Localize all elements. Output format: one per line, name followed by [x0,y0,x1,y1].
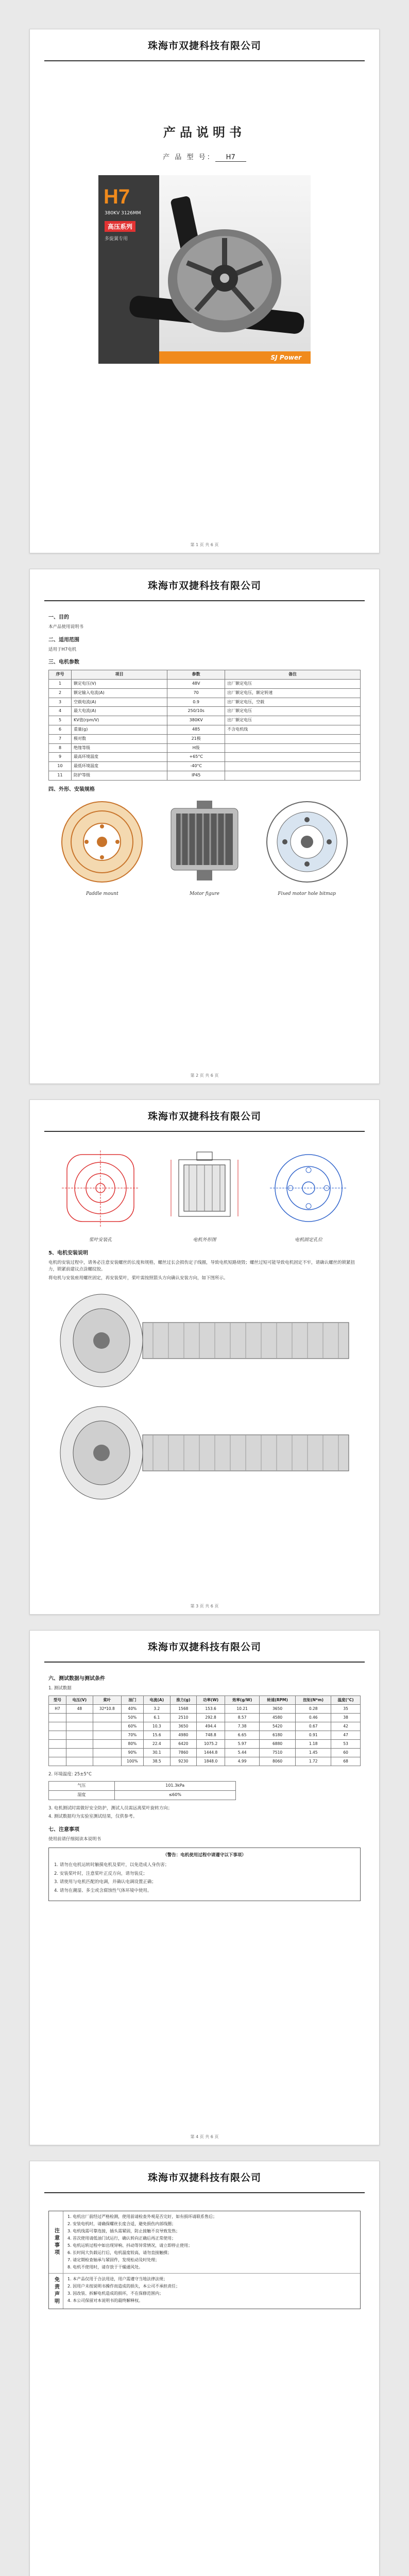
test-cell: 1.18 [296,1739,331,1748]
disclaimer-item: 1. 本产品仅用于合法用途，用户需遵守当地法律法规； [67,2277,168,2281]
spec-header: 备注 [225,670,361,680]
test-cell: 7.38 [225,1722,260,1731]
test-cell: 38.5 [143,1757,170,1766]
page-header [44,2161,365,2193]
test-cell: 60% [121,1722,143,1731]
spec-cell: +65°C [167,753,225,762]
env-cell: ≤60% [114,1790,235,1800]
model-value: H7 [215,154,246,162]
test-cell: 40% [121,1704,143,1713]
test-cell: 748.8 [196,1731,225,1739]
test-row [49,1722,361,1731]
spec-cell: 额定输入电流(A) [72,688,167,698]
spec-cell [225,734,361,743]
test-cell [49,1722,66,1731]
test-cell: 53 [331,1739,361,1748]
banner-series: 高压系列 [105,221,135,232]
test-cell: 4.99 [225,1757,260,1766]
spec-cell: 最大电流(A) [72,707,167,716]
figure-caption: Motor figure [189,891,219,897]
test-cell: 5.44 [225,1748,260,1757]
notice-box [48,2211,361,2309]
spec-cell: 出厂额定电压，额定转速 [225,688,361,698]
test-cell [49,1757,66,1766]
brand-bar: SJ Power [159,351,311,364]
test-cell [93,1731,121,1739]
section-title: 5、电机安装说明 [48,1250,88,1256]
test-cell: 6420 [170,1739,196,1748]
notice-side-label: 注意事项 [49,2211,63,2273]
spec-cell: 70 [167,688,225,698]
test-cell: 4980 [170,1731,196,1739]
test-cell: 22.4 [143,1739,170,1748]
page-3 [29,1099,380,1615]
page-header [44,1631,365,1663]
spec-cell: 出厂额定电压，空载 [225,698,361,707]
test-row [49,1713,361,1722]
spec-cell: 绝缘等级 [72,743,167,753]
test-cell: 6.65 [225,1731,260,1739]
section-title: 一、目的 [48,615,69,620]
test-cell: 7860 [170,1748,196,1757]
notice-item: 6. 长时间大负载运行后，电机温度较高，请勿直接触摸； [67,2250,172,2255]
test-cell [66,1748,93,1757]
spec-cell: 防护等级 [72,771,167,780]
disclaimer-item: 2. 因用户未按说明书操作而造成的损失，本公司不承担责任； [67,2284,180,2289]
test-cell: 3650 [170,1722,196,1731]
env-cell: 气压 [49,1782,115,1791]
spec-cell: 250/10s [167,707,225,716]
spec-cell: IP45 [167,771,225,780]
spec-row [49,698,361,707]
test-cell: 1444.8 [196,1748,225,1757]
notice-item: 3. 电机线需可靠连接，插头需紧固，防止接触不良导致发热； [67,2229,180,2233]
spec-cell: 额定电压(V) [72,679,167,688]
spec-header: 序号 [49,670,72,680]
spec-cell: 最低环境温度 [72,762,167,771]
env-cell: 101.3kPa [114,1782,235,1791]
spec-cell: 出厂额定电压 [225,679,361,688]
spec-row [49,753,361,762]
spec-row [49,734,361,743]
spec-cell: 10 [49,762,72,771]
fix-hole-drawing [265,1149,352,1232]
test-cell: 6180 [260,1731,296,1739]
page-5 [29,2161,380,2576]
test-cell: 494.4 [196,1722,225,1731]
page-1 [29,29,380,553]
test-cell: 1075.2 [196,1739,225,1748]
test-cell: 4580 [260,1713,296,1722]
banner-sub: 380KV 3126MM [105,211,141,216]
test-cell: 5420 [260,1722,296,1731]
test-cell: 35 [331,1704,361,1713]
notice-item: 8. 电机不使用时，请存放于干燥通风处。 [67,2265,143,2269]
spec-header: 项目 [72,670,167,680]
section-text: 本产品使用说明书 [48,624,84,630]
spec-row [49,743,361,753]
test-cell [66,1731,93,1739]
test-cell [49,1731,66,1739]
spec-row [49,725,361,734]
test-cell: 6.1 [143,1713,170,1722]
spec-cell: 6 [49,725,72,734]
spec-row [49,679,361,688]
test-cell [49,1739,66,1748]
test-cell: 2510 [170,1713,196,1722]
test-cell: 0.91 [296,1731,331,1739]
test-cell: 3.2 [143,1704,170,1713]
env-cell: 湿度 [49,1790,115,1800]
banner-series2: 多旋翼专用 [105,236,128,242]
paddle-mount-drawing [58,798,146,886]
test-header: 推力(g) [170,1696,196,1704]
figure-motor-outline [161,1149,248,1244]
test-row [49,1748,361,1757]
note-text: 3. 电机测试时需做好安全防护，测试人员需远离桨叶旋转方向； [48,1805,173,1811]
test-cell [66,1757,93,1766]
motor-illustration [98,175,311,364]
test-cell: 15.6 [143,1731,170,1739]
test-cell: 47 [331,1731,361,1739]
test-cell: 60 [331,1748,361,1757]
section-title: 六、测试数据与测试条件 [48,1676,105,1682]
spec-cell: 380KV [167,716,225,725]
test-cell: 292.8 [196,1713,225,1722]
test-cell: 6880 [260,1739,296,1748]
section-text: 适用于H7电机 [48,647,77,652]
spec-cell: H级 [167,743,225,753]
section-text: 使用前请仔细阅读本说明书 [48,1836,101,1842]
test-cell: 9230 [170,1757,196,1766]
test-header: 效率(g/W) [225,1696,260,1704]
figure-caption: 电机外形图 [193,1238,216,1243]
spec-cell [225,743,361,753]
spec-table [48,670,361,781]
env-table [48,1781,236,1800]
page-footer: 第 1 页 共 6 页 [190,543,219,547]
spec-cell: 9 [49,753,72,762]
spec-cell: 最高环境温度 [72,753,167,762]
test-cell: 1.45 [296,1748,331,1757]
spec-row [49,716,361,725]
spec-cell: 重量(g) [72,725,167,734]
test-cell [93,1748,121,1757]
page-content [30,1663,379,1901]
company-name: 珠海市双捷科技有限公司 [147,1641,261,1653]
test-cell: 10.21 [225,1704,260,1713]
test-row [49,1757,361,1766]
figure-paddle-hole [57,1149,144,1244]
spec-cell [225,753,361,762]
spec-cell: -40°C [167,762,225,771]
test-cell: 30.1 [143,1748,170,1757]
spec-cell: KV值(rpm/V) [72,716,167,725]
spec-cell: 485 [167,725,225,734]
spec-cell: 极对数 [72,734,167,743]
disclaimer-item: 4. 本公司保留对本说明书的最终解释权。 [67,2298,143,2303]
paddle-hole-drawing [57,1149,144,1232]
spec-cell: 不含电机线 [225,725,361,734]
test-cell: 70% [121,1731,143,1739]
test-cell: 68 [331,1757,361,1766]
test-cell: H7 [49,1704,66,1713]
test-cell: 0.46 [296,1713,331,1722]
test-cell [49,1713,66,1722]
spec-body [49,679,361,780]
notice-item: 4. 首次使用请低油门试运行，确认转向正确后再正常使用； [67,2236,176,2241]
test-cell: 100% [121,1757,143,1766]
test-cell: 32*10.8 [93,1704,121,1713]
test-header-row [49,1696,361,1704]
test-cell: 90% [121,1748,143,1757]
page-header [44,569,365,601]
section-text: 电机的安装过程中，请务必注意安装螺丝的长度和规格，螺丝过长会损伤定子线圈，导致电机短路烧毁；螺丝过短可能导致电机固定不牢，请确认螺丝的锁紧扭力，锁紧前建议点涂螺纹胶。 [48,1260,355,1273]
test-body [49,1704,361,1766]
notice-row [49,2211,360,2274]
test-header: 电压(V) [66,1696,93,1704]
notice-item: 2. 安装电机时，请确保螺丝长度合适，避免损伤内部线圈； [67,2222,176,2226]
disclaimer-item: 3. 因改装、拆解电机造成的损坏，不在保修范围内； [67,2291,164,2296]
spec-header: 参数 [167,670,225,680]
banner-model: H7 [104,185,130,208]
motor-figure-drawing [166,798,243,886]
test-cell: 0.67 [296,1722,331,1731]
test-cell: 1568 [170,1704,196,1713]
env-row [49,1782,236,1791]
cover-model: 产 品 型 号： H7 [30,151,379,162]
page-content [30,2193,379,2309]
page-header [44,1100,365,1132]
spec-cell: 21极 [167,734,225,743]
company-name: 珠海市双捷科技有限公司 [147,40,261,52]
figure-fix-hole [265,1149,352,1244]
figure-paddle-mount [58,798,146,898]
test-cell: 10.3 [143,1722,170,1731]
test-cell: 8060 [260,1757,296,1766]
installation-diagram-2 [50,1399,359,1507]
section-text: 将电机与安装座用螺丝固定，再安装桨叶，桨叶需按照箭头方向确认安装方向，如下图所示。 [48,1275,228,1281]
note-text: 4. 测试数据均为实验室测试结果，仅供参考。 [48,1814,138,1820]
spec-cell: 空载电流(A) [72,698,167,707]
test-cell: 1848.0 [196,1757,225,1766]
figure-row [48,1149,361,1244]
test-header: 功率(W) [196,1696,225,1704]
spec-cell: 2 [49,688,72,698]
page-footer: 第 2 页 共 6 页 [190,1073,219,1078]
spec-cell [225,771,361,780]
test-cell: 1.72 [296,1757,331,1766]
notice-item: 7. 请定期检查轴承与紧固件，发现松动及时处理； [67,2258,160,2262]
company-name: 珠海市双捷科技有限公司 [147,580,261,591]
test-cell: 3650 [260,1704,296,1713]
spec-cell: 3 [49,698,72,707]
spec-row [49,762,361,771]
page-4 [29,1630,380,2145]
test-header: 转速(RPM) [260,1696,296,1704]
page-2 [29,569,380,1084]
section-title: 三、电机参数 [48,659,79,666]
page-content [30,1132,379,1507]
fixed-hole-drawing [263,798,351,886]
cover-title: 产品说明书 [163,125,246,140]
page-content [30,601,379,898]
figure-fixed-hole [263,798,351,898]
test-header: 扭矩(N*m) [296,1696,331,1704]
test-header: 油门 [121,1696,143,1704]
test-cell: 8.57 [225,1713,260,1722]
company-name: 珠海市双捷科技有限公司 [147,1110,261,1122]
product-image [98,175,311,364]
spec-cell: 4 [49,707,72,716]
test-cell [93,1739,121,1748]
figure-caption: Paddle mount [86,891,118,897]
model-label: 产 品 型 号 [163,154,207,161]
test-row [49,1739,361,1748]
test-cell: 5.97 [225,1739,260,1748]
test-header: 型号 [49,1696,66,1704]
spec-cell: 7 [49,734,72,743]
test-header: 桨叶 [93,1696,121,1704]
spec-cell [225,762,361,771]
spec-cell: 11 [49,771,72,780]
section-text: 2. 环境温度: 25±5°C [48,1771,92,1777]
test-cell [66,1739,93,1748]
page-footer: 第 3 页 共 6 页 [190,1604,219,1608]
figure-caption: 电机固定孔位 [294,1238,322,1243]
spec-cell: 出厂额定电压 [225,716,361,725]
section-title: 四、外形、安装规格 [48,786,95,792]
test-header: 电流(A) [143,1696,170,1704]
spec-row [49,688,361,698]
figure-row [48,798,361,898]
spec-cell: 8 [49,743,72,753]
spec-cell: 1 [49,679,72,688]
test-row [49,1731,361,1739]
company-name: 珠海市双捷科技有限公司 [147,2172,261,2183]
test-cell [93,1713,121,1722]
figure-caption: 浆叶安装孔 [89,1238,112,1243]
spec-header-row [49,670,361,680]
spec-cell: 出厂额定电压 [225,707,361,716]
test-cell: 42 [331,1722,361,1731]
test-cell [93,1722,121,1731]
notice-list [63,2211,360,2273]
test-cell [49,1748,66,1757]
motor-shaft [220,274,229,283]
warning-item: 1. 请勿在电机运转时触摸电机及桨叶，以免造成人身伤害； [54,1862,169,1868]
disclaimer-row [49,2274,360,2309]
motor-outline-drawing [161,1149,248,1232]
spec-row [49,707,361,716]
test-row [49,1704,361,1713]
test-cell: 7510 [260,1748,296,1757]
notice-item: 1. 电机出厂前经过严格检测，使用前请检查外观是否完好，如有损坏请联系售后； [67,2214,217,2219]
spec-cell: 48V [167,679,225,688]
warning-item: 4. 请勿在潮湿、多尘或含腐蚀性气体环境中使用。 [54,1888,152,1893]
figure-motor [166,798,243,898]
env-body [49,1782,236,1800]
warning-item: 3. 请使用与电机匹配的电调，并确认电调设置正确； [54,1879,156,1885]
test-header: 温度(°C) [331,1696,361,1704]
test-cell [66,1722,93,1731]
test-cell: 0.28 [296,1704,331,1713]
test-cell [93,1757,121,1766]
test-cell: 50% [121,1713,143,1722]
spec-row [49,771,361,780]
test-cell: 153.6 [196,1704,225,1713]
notice-item: 5. 电机运转过程中如出现异响、抖动等异常情况，请立即停止使用； [67,2243,193,2248]
spec-cell: 5 [49,716,72,725]
test-cell: 80% [121,1739,143,1748]
disclaimer-side-label: 免责声明 [49,2274,63,2309]
warning-item: 2. 安装桨叶时，注意桨叶正反方向，请勿装反； [54,1871,147,1876]
test-cell: 48 [66,1704,93,1713]
test-cell [66,1713,93,1722]
test-cell: 38 [331,1713,361,1722]
env-row [49,1790,236,1800]
section-title: 二、适用范围 [48,637,79,643]
page-header [44,29,365,61]
test-table [48,1696,361,1766]
section-title: 七、注意事项 [48,1826,79,1833]
spec-cell: 0.9 [167,698,225,707]
warning-box-title: （警告：电机使用过程中请遵守以下事项） [163,1852,246,1858]
disclaimer-list [63,2274,360,2309]
warning-box [48,1848,361,1901]
installation-diagram-1 [50,1286,359,1395]
figure-caption: Fixed motor hole bitmap [278,891,336,897]
section-text: 1. 测试数据 [48,1686,72,1691]
page-footer: 第 4 页 共 6 页 [190,2134,219,2139]
